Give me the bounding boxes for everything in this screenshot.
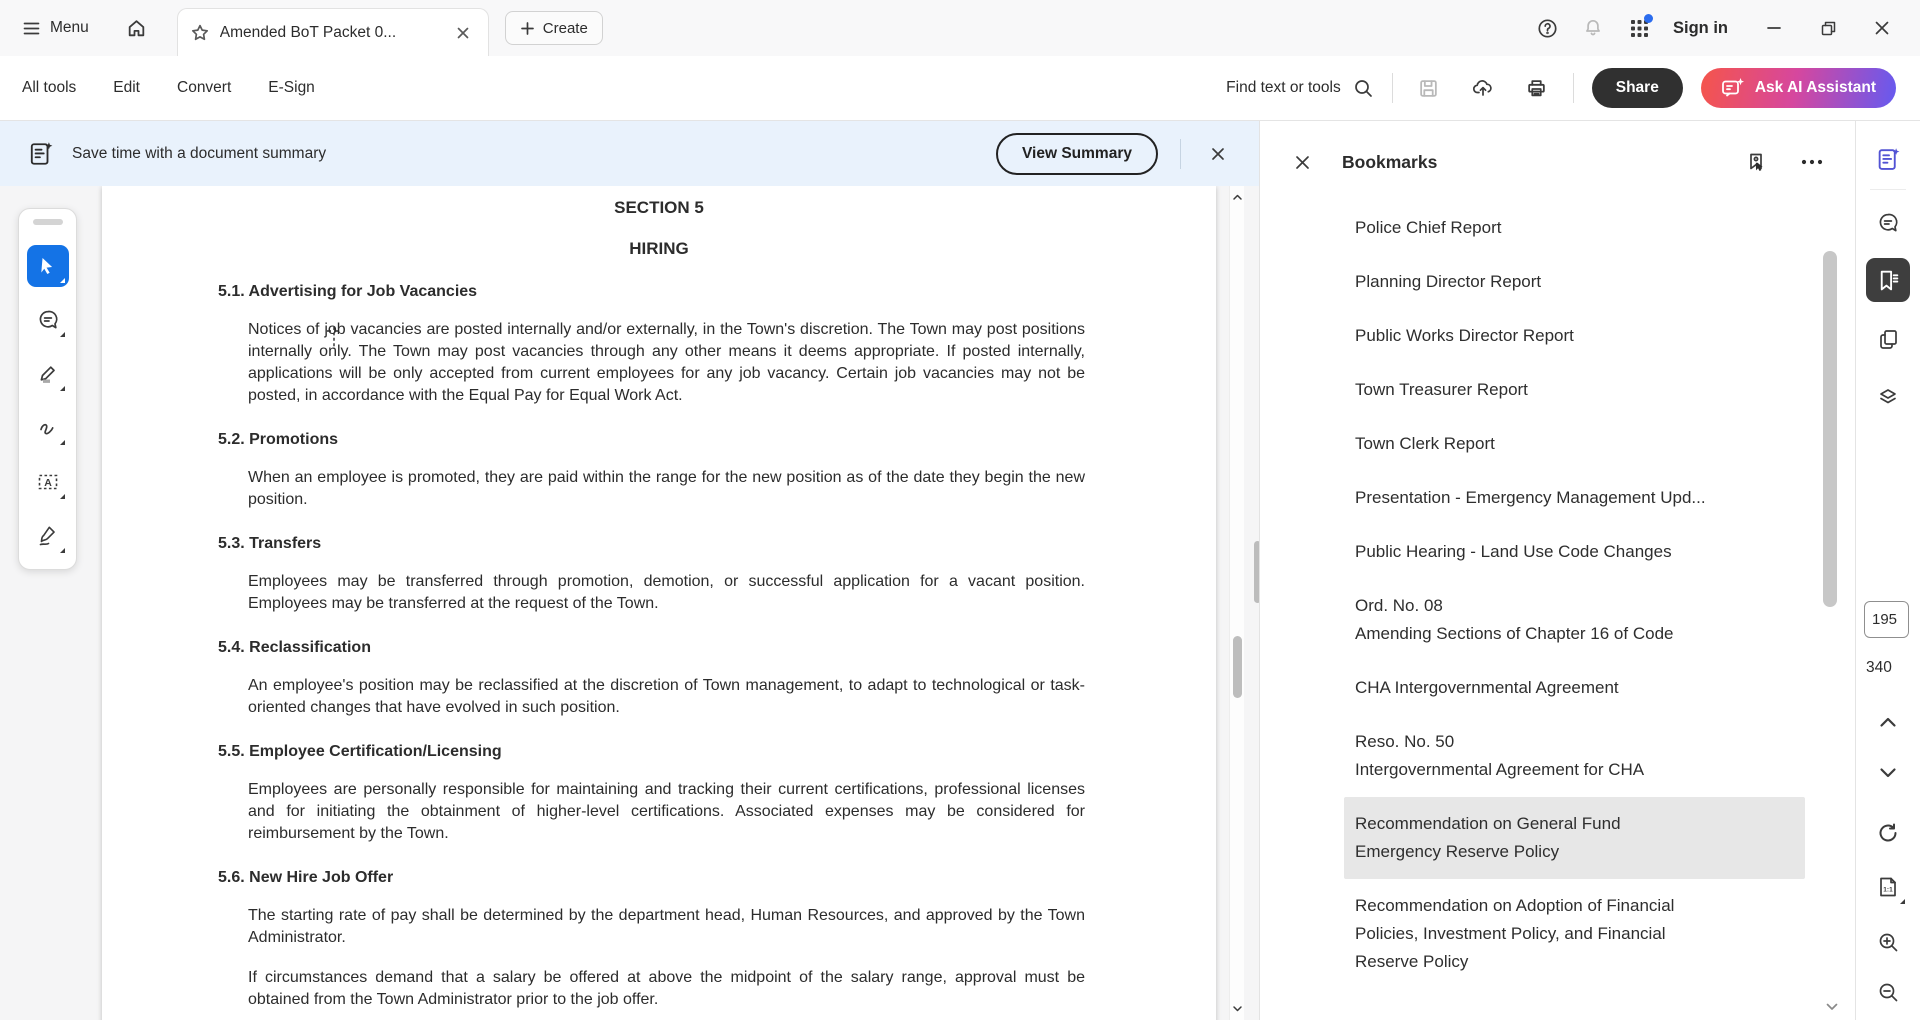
- search-icon: [1353, 78, 1374, 99]
- view-summary-button[interactable]: View Summary: [996, 133, 1158, 175]
- right-rail: [1855, 121, 1920, 1020]
- print-button[interactable]: [1519, 70, 1555, 106]
- page-number-input[interactable]: 195: [1864, 601, 1909, 638]
- bookmark-item[interactable]: [1344, 715, 1805, 797]
- close-icon: [456, 26, 470, 40]
- rotate-refresh-button[interactable]: [1866, 811, 1910, 855]
- doc-section-title: HIRING: [629, 239, 689, 258]
- workspace: [0, 121, 1920, 1020]
- cloud-upload-icon: [1472, 77, 1494, 99]
- svg-text:A: A: [43, 476, 52, 489]
- ask-ai-label: Ask AI Assistant: [1754, 79, 1876, 96]
- window-restore-button[interactable]: [1806, 10, 1850, 46]
- menu-label: Menu: [50, 19, 89, 36]
- menu-all-tools[interactable]: All tools: [22, 79, 77, 96]
- next-page-button[interactable]: [1866, 755, 1910, 791]
- bookmark-item-label: Recommendation on General Fund: [1355, 814, 1621, 833]
- bookmarks-scroll-down-icon[interactable]: [1825, 1002, 1839, 1012]
- ellipsis-icon: [1801, 159, 1823, 165]
- home-button[interactable]: [117, 8, 157, 48]
- toolbar-divider: [1392, 73, 1393, 103]
- previous-page-button[interactable]: [1866, 704, 1910, 740]
- notifications-button[interactable]: [1575, 10, 1611, 46]
- tab-close-button[interactable]: [450, 20, 476, 46]
- select-cursor-icon: [37, 255, 59, 277]
- section-heading: 5.3. Transfers: [218, 535, 322, 552]
- bookmarks-header: [1260, 121, 1855, 179]
- layers-icon: [1876, 386, 1900, 410]
- window-close-button[interactable]: [1860, 10, 1904, 46]
- rail-divider: [1870, 189, 1906, 190]
- bookmarks-title: Bookmarks: [1342, 151, 1438, 172]
- bookmark-item-label: Public Hearing - Land Use Code Changes: [1355, 542, 1672, 561]
- bookmark-item[interactable]: [1344, 661, 1805, 715]
- bookmark-item[interactable]: [1344, 471, 1805, 525]
- printer-icon: [1526, 78, 1547, 99]
- bookmark-item[interactable]: [1344, 579, 1805, 661]
- scroll-down-icon[interactable]: [1232, 1003, 1243, 1014]
- share-label: Share: [1615, 79, 1659, 96]
- add-bookmark-button[interactable]: [1739, 145, 1773, 179]
- pen-sign-icon: [36, 524, 60, 548]
- help-button[interactable]: [1529, 10, 1565, 46]
- section-heading: 5.4. Reclassification: [218, 639, 371, 656]
- document-summary-icon: [28, 141, 54, 167]
- bookmark-item-label: Public Works Director Report: [1355, 326, 1574, 345]
- document-summary-icon: [1876, 147, 1901, 172]
- tab-title: Amended BoT Packet 0...: [219, 23, 397, 41]
- bookmark-item-label: Recommendation on Adoption of Financial: [1355, 896, 1675, 915]
- sign-in-button[interactable]: Sign in: [1673, 18, 1728, 37]
- page-total: 340: [1866, 659, 1892, 676]
- section-paragraph: When an employee is promoted, they are paid within the range for the new position as of the date they begin the new position.: [248, 469, 1085, 508]
- bookmark-item[interactable]: [1344, 309, 1805, 363]
- pages-panel-button[interactable]: [1866, 317, 1910, 361]
- summary-banner: [0, 121, 1259, 186]
- create-button[interactable]: [505, 11, 603, 45]
- highlight-tool-button[interactable]: [27, 353, 69, 395]
- bookmark-item[interactable]: [1344, 201, 1805, 255]
- copy-pages-icon: [1877, 328, 1900, 351]
- bookmark-item-label: CHA Intergovernmental Agreement: [1355, 678, 1619, 697]
- comment-bubble-icon: [1876, 211, 1900, 235]
- home-icon: [126, 18, 147, 39]
- bookmark-item[interactable]: [1344, 879, 1805, 989]
- apps-grid-button[interactable]: [1621, 10, 1657, 46]
- document-scrollbar-thumb[interactable]: [1233, 636, 1242, 698]
- save-icon: [1418, 78, 1439, 99]
- highlighter-icon: [36, 362, 60, 386]
- menu-edit[interactable]: Edit: [113, 79, 140, 96]
- close-icon: [1874, 20, 1890, 36]
- bell-icon: [1583, 18, 1603, 38]
- section-heading: 5.1. Advertising for Job Vacancies: [218, 283, 478, 300]
- create-label: Create: [542, 19, 588, 37]
- close-icon: [1294, 154, 1311, 171]
- toolbar-divider: [1573, 73, 1574, 103]
- window-minimize-button[interactable]: [1752, 10, 1796, 46]
- bookmark-item-label: Planning Director Report: [1355, 272, 1542, 291]
- doc-section-heading: SECTION 5: [614, 198, 704, 217]
- bookmark-item-label: Amending Sections of Chapter 16 of Code: [1355, 624, 1674, 643]
- bookmarks-panel: [1259, 121, 1855, 1020]
- banner-close-button[interactable]: [1203, 139, 1233, 169]
- bookmarks-close-button[interactable]: [1286, 146, 1318, 178]
- bookmarks-options-button[interactable]: [1795, 145, 1829, 179]
- layers-panel-button[interactable]: [1866, 376, 1910, 420]
- bookmark-item[interactable]: [1344, 363, 1805, 417]
- document-viewer: [0, 186, 1259, 1020]
- document-scrollbar[interactable]: [1229, 186, 1244, 1020]
- section-heading: 5.2. Promotions: [218, 431, 339, 448]
- menu-button[interactable]: [10, 8, 101, 48]
- find-label: Find text or tools: [1226, 79, 1341, 96]
- bookmark-item-label: Policies, Investment Policy, and Financial: [1355, 924, 1666, 943]
- menu-convert[interactable]: Convert: [177, 79, 232, 96]
- find-button[interactable]: [1226, 78, 1374, 99]
- draw-tool-button[interactable]: [27, 407, 69, 449]
- bookmarks-list: [1344, 201, 1805, 989]
- text-box-icon: [36, 470, 60, 494]
- plus-icon: [520, 21, 535, 36]
- bookmark-item-label: Town Clerk Report: [1355, 434, 1495, 453]
- close-icon: [1210, 146, 1226, 162]
- upload-cloud-button[interactable]: [1465, 70, 1501, 106]
- bookmark-item-label: Presentation - Emergency Management Upd...: [1355, 488, 1706, 507]
- notification-dot: [1644, 14, 1653, 23]
- bookmark-item[interactable]: [1344, 417, 1805, 471]
- section-paragraph: The starting rate of pay shall be determined by the department head, Human Resources, and approved by the Town Administrator.: [248, 907, 1085, 946]
- text-cursor-mark: [326, 326, 342, 350]
- ai-chat-icon: [1721, 77, 1745, 99]
- section-heading: 5.5. Employee Certification/Licensing: [218, 743, 502, 760]
- help-icon: [1537, 18, 1558, 39]
- section-paragraph: Employees may be transferred through promotion, demotion, or successful application for a vacant position. Employees may be transferred at the request of the Town.: [248, 573, 1085, 612]
- svg-text:1:1: 1:1: [1883, 886, 1893, 894]
- save-button[interactable]: [1411, 70, 1447, 106]
- toolbar: [0, 56, 1920, 121]
- restore-icon: [1820, 20, 1837, 37]
- section-heading: 5.6. New Hire Job Offer: [218, 869, 394, 886]
- chevron-up-icon: [1879, 716, 1897, 728]
- bookmarks-panel-button[interactable]: [1866, 258, 1910, 302]
- zoom-out-icon: [1877, 981, 1900, 1004]
- zoom-in-button[interactable]: [1866, 920, 1910, 964]
- ai-summary-panel-button[interactable]: [1866, 137, 1910, 181]
- refresh-icon: [1877, 822, 1899, 844]
- bookmark-item-label: Intergovernmental Agreement for CHA: [1355, 760, 1645, 779]
- fit-page-button[interactable]: [1866, 865, 1910, 909]
- text-select-tool-button[interactable]: [27, 461, 69, 503]
- quick-tools-panel: [18, 208, 77, 570]
- bookmark-item-label: Reso. No. 50: [1355, 732, 1455, 751]
- bookmark-item[interactable]: [1344, 797, 1805, 879]
- banner-divider: [1180, 139, 1181, 169]
- comments-panel-button[interactable]: [1866, 201, 1910, 245]
- ask-ai-assistant-button[interactable]: [1701, 68, 1896, 108]
- hamburger-icon: [22, 19, 41, 38]
- pdf-page: [102, 186, 1216, 1020]
- comment-tool-button[interactable]: [27, 299, 69, 341]
- bookmark-icon: [1876, 268, 1901, 293]
- minimize-icon: [1766, 20, 1782, 36]
- bookmark-item-label: Reserve Policy: [1355, 952, 1469, 971]
- select-tool-button[interactable]: [27, 245, 69, 287]
- share-button[interactable]: [1592, 68, 1683, 108]
- bookmarks-scrollbar-thumb[interactable]: [1823, 251, 1837, 607]
- section-paragraph: Employees are personally responsible for maintaining and tracking their current certifications, professional licenses and for initiating the obtainment of higher-level certifications. Associated expenses may be considered for reimbursement by the Town.: [248, 781, 1085, 842]
- bookmark-item[interactable]: [1344, 525, 1805, 579]
- section-paragraph: Notices of job vacancies are posted internally and/or externally, in the Town's discretion. The Town may post positions internally only. The Town may post vacancies through any other means it deems appropriate. If posted internally, applications will be only accepted from current employees for any job vacancy. Certain job vacancies may not be posted, in accordance with the Equal Pay for Equal Work Act.: [248, 321, 1085, 404]
- section-paragraph: If circumstances demand that a salary be offered at above the midpoint of the salary range, approval must be obtained from the Town Administrator prior to the job offer.: [248, 969, 1085, 1008]
- add-bookmark-icon: [1745, 151, 1768, 174]
- bookmark-item-label: Police Chief Report: [1355, 218, 1502, 237]
- sign-tool-button[interactable]: [27, 515, 69, 557]
- bookmark-item[interactable]: [1344, 255, 1805, 309]
- comment-bubble-icon: [36, 308, 60, 332]
- bookmark-item-label: Ord. No. 08: [1355, 596, 1443, 615]
- bookmark-item-label: Town Treasurer Report: [1355, 380, 1528, 399]
- banner-message: Save time with a document summary: [72, 144, 327, 162]
- scroll-up-icon[interactable]: [1232, 192, 1243, 203]
- fit-one-to-one-icon: [1877, 875, 1899, 899]
- draw-squiggle-icon: [36, 416, 60, 440]
- document-tab[interactable]: [177, 8, 489, 56]
- titlebar: [0, 0, 1920, 56]
- menu-esign[interactable]: E-Sign: [268, 79, 315, 96]
- zoom-in-icon: [1877, 931, 1900, 954]
- chevron-down-icon: [1879, 767, 1897, 779]
- document-sections: [102, 283, 1216, 1011]
- star-icon: [190, 23, 210, 43]
- section-paragraph: An employee's position may be reclassified at the discretion of Town management, to adapt to technological or task-oriented changes that have evolved in such position.: [248, 677, 1085, 716]
- zoom-out-button[interactable]: [1866, 970, 1910, 1014]
- drag-handle[interactable]: [33, 219, 63, 225]
- bookmark-item-label: Emergency Reserve Policy: [1355, 842, 1560, 861]
